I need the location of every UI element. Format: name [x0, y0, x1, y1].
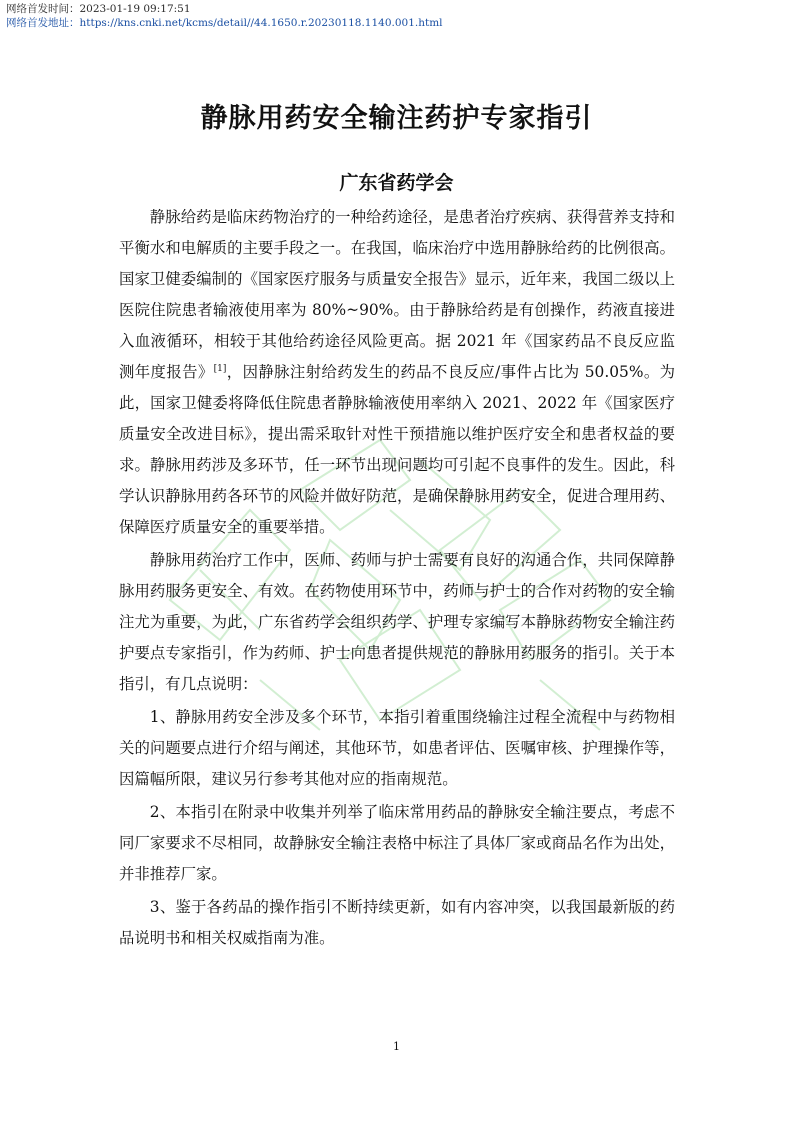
paragraph-note-1: 1、静脉用药安全涉及多个环节，本指引着重围绕输注过程全流程中与药物相关的问题要点进行介绍与阐述，其他环节，如患者评估、医嘱审核、护理操作等，因篇幅所限，建议另行参考其他对应的指南规范。 [119, 708, 675, 788]
publish-address-row [6, 16, 443, 30]
document-title: 静脉用药安全输注药护专家指引 [200, 103, 593, 134]
document-body [119, 202, 675, 956]
paragraph-intro [119, 202, 675, 543]
publish-time-value: 2023-01-19 09:17:51 [79, 3, 191, 15]
paragraph-intro-part2: ，因静脉注射给药发生的药品不良反应/事件占比为 50.05%。为此，国家卫健委将降低住院患者静脉输液使用率纳入 2021、2022 年《国家医疗质量安全改进目标》，提出需采取针对性干预措施以维护医疗安全和患者权益的要求。静脉用药涉及多环节，任一环节出现问题均可引起不良事件的发生。因此，科学认识静脉用药各环节的风险并做好防范，是确保静脉用药安全，促进合理用药、保障医疗质量安全的重要举措。 [119, 363, 675, 536]
publish-time-row [6, 2, 443, 16]
document-author: 广东省药学会 [339, 172, 454, 194]
publication-info [6, 2, 443, 30]
paragraph-collaboration: 静脉用药治疗工作中，医师、药师与护士需要有良好的沟通合作，共同保障静脉用药服务更安全、有效。在药物使用环节中，药师与护士的合作对药物的安全输注尤为重要，为此，广东省药学会组织药学、护理专家编写本静脉药物安全输注药护要点专家指引，作为药师、护士向患者提供规范的静脉用药服务的指引。关于本指引，有几点说明： [119, 551, 675, 693]
publish-address-link[interactable]: https://kns.cnki.net/kcms/detail//44.1650.r.20230118.1140.001.html [79, 17, 443, 29]
citation-ref[interactable]: [1] [213, 364, 227, 374]
publish-address-label: 网络首发地址： [6, 17, 80, 29]
page-number: 1 [393, 1040, 400, 1053]
paragraph-intro-part1: 静脉给药是临床药物治疗的一种给药途径，是患者治疗疾病、获得营养支持和平衡水和电解质的主要手段之一。在我国，临床治疗中选用静脉给药的比例很高。国家卫健委编制的《国家医疗服务与质量安全报告》显示，近年来，我国二级以上医院住院患者输液使用率为 80%~90%。由于静脉给药是有创操作，药液直接进入血液循环，相较于其他给药途径风险更高。据 2021 年《国家药品不良反应监测年度报告》 [119, 208, 675, 381]
paragraph-note-3: 3、鉴于各药品的操作指引不断持续更新，如有内容冲突，以我国最新版的药品说明书和相关权威指南为准。 [119, 898, 675, 947]
paragraph-note-2: 2、本指引在附录中收集并列举了临床常用药品的静脉安全输注要点，考虑不同厂家要求不尽相同，故静脉安全输注表格中标注了具体厂家或商品名作为出处，并非推荐厂家。 [119, 803, 675, 883]
publish-time-label: 网络首发时间： [6, 3, 80, 15]
